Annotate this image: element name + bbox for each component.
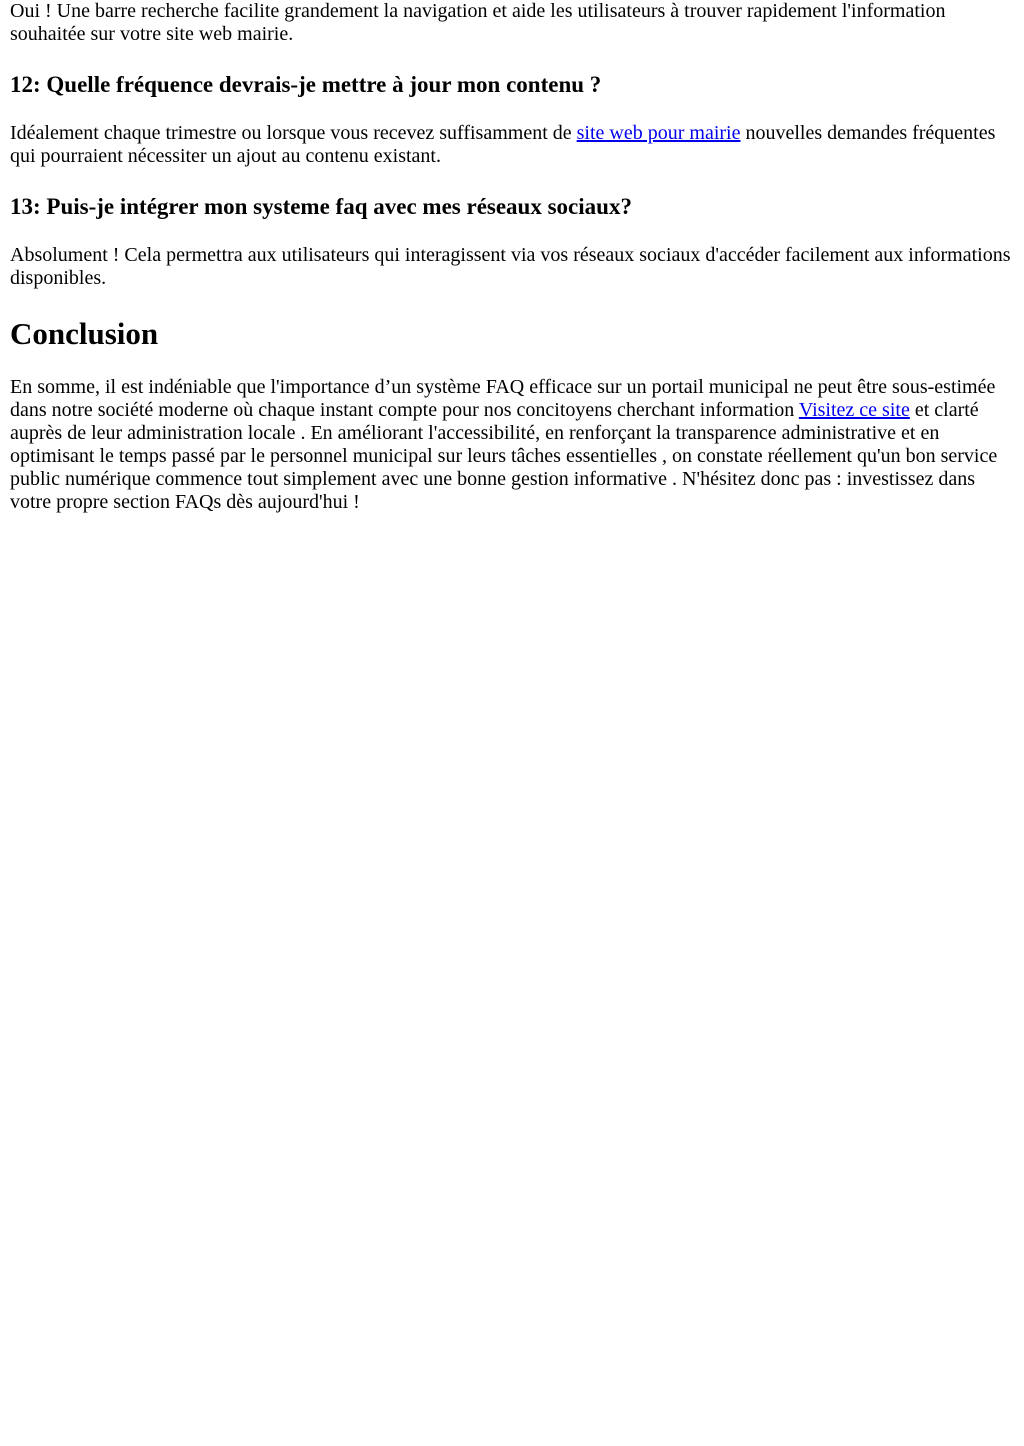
conclusion-text-end: et clarté auprès de leur administration locale . En améliorant l'accessibilité, en renforçant la transparence administrative et en optimisant le temps passé par le personnel municipal sur leurs tâches essentielles , on constate réellement qu'un bon service public numérique commence tout simplement avec une bonne gestion informative . N'hésitez donc pas : investissez dans votre propre section FAQs dès aujourd'hui ! (10, 399, 998, 513)
answer-12-paragraph (10, 122, 1014, 168)
question-12-heading: 12: Quelle fréquence devrais-je mettre à jour mon contenu ? (10, 72, 602, 97)
site-web-pour-mairie-link[interactable]: site web pour mairie (576, 122, 741, 144)
answer-12-text-end: nouvelles demandes fréquentes qui pourraient nécessiter un ajout au contenu existant. (10, 122, 996, 167)
conclusion-heading: Conclusion (10, 316, 159, 351)
question-13-heading: 13: Puis-je intégrer mon systeme faq avec mes réseaux sociaux? (10, 194, 632, 219)
answer-12-text-start: Idéalement chaque trimestre ou lorsque vous recevez suffisamment de (10, 122, 577, 144)
answer-13-paragraph: Absolument ! Cela permettra aux utilisateurs qui interagissent via vos réseaux sociaux d'accéder facilement aux informations disponibles. (10, 244, 1011, 289)
article-body (0, 0, 1024, 514)
visitez-ce-site-link[interactable]: Visitez ce site (798, 399, 910, 421)
conclusion-paragraph (10, 376, 1014, 514)
answer-11-paragraph: Oui ! Une barre recherche facilite grandement la navigation et aide les utilisateurs à trouver rapidement l'information souhaitée sur votre site web mairie. (10, 0, 946, 45)
conclusion-text-start: En somme, il est indéniable que l'importance d’un système FAQ efficace sur un portail municipal ne peut être sous-estimée dans notre société moderne où chaque instant compte pour nos concitoyens cherchant information (10, 376, 996, 421)
